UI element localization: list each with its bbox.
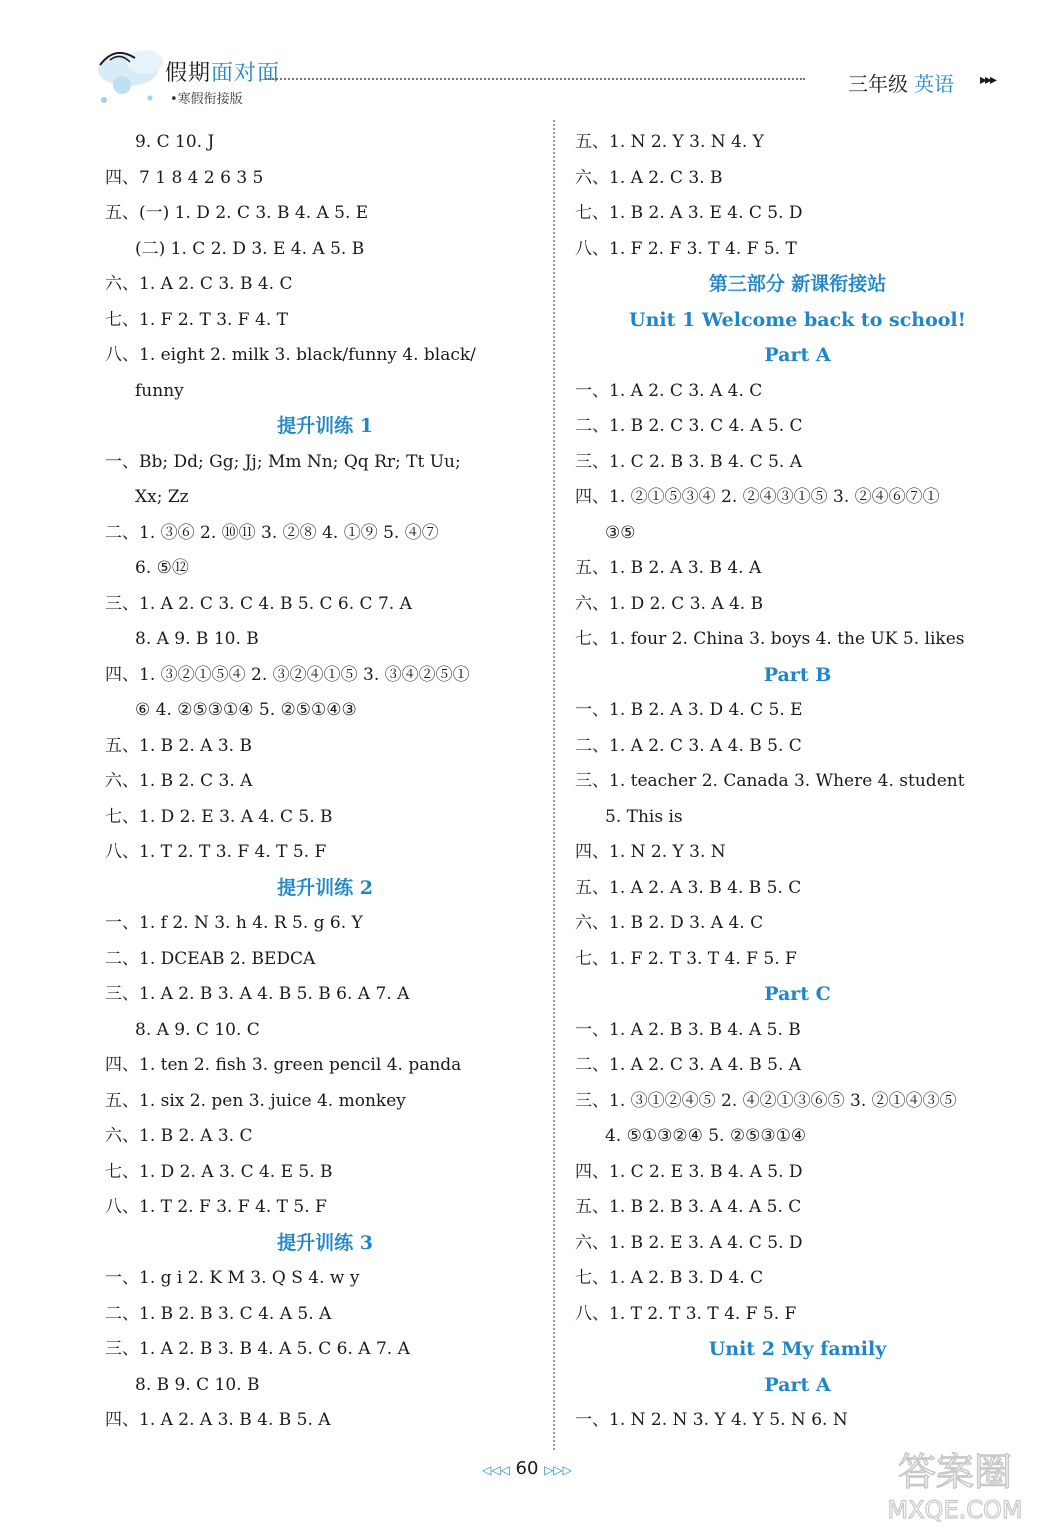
answer-line: 三、1. A 2. C 3. C 4. B 5. C 6. C 7. A <box>105 593 412 614</box>
answer-line: 四、1. ②①⑤③④ 2. ②④③①⑤ 3. ②④⑥⑦① <box>575 487 940 507</box>
left-column <box>105 125 545 1439</box>
answer-line: 五、(一) 1. D 2. C 3. B 4. A 5. E <box>105 203 369 223</box>
watermark <box>870 1440 1040 1530</box>
answer-line: 八、1. T 2. F 3. F 4. T 5. F <box>105 1197 327 1217</box>
answer-line: 一、1. A 2. B 3. B 4. A 5. B <box>575 1019 801 1040</box>
answer-line: 二、1. ③⑥ 2. ⑩⑪ 3. ②⑧ 4. ①⑨ 5. ④⑦ <box>105 522 439 543</box>
answer-line: 8. A 9. B 10. B <box>135 629 259 649</box>
answer-line: 六、1. A 2. C 3. B <box>575 167 723 188</box>
answer-line: 六、1. D 2. C 3. A 4. B <box>575 593 764 614</box>
answer-line: 五、1. B 2. A 3. B 4. A <box>575 558 762 578</box>
answer-line: 七、1. F 2. T 3. F 4. T <box>105 309 288 330</box>
answer-line: 七、1. B 2. A 3. E 4. C 5. D <box>575 203 803 223</box>
section-heading: Part A <box>764 1373 831 1396</box>
answer-line: 8. B 9. C 10. B <box>135 1374 260 1395</box>
answer-line: 八、1. T 2. T 3. T 4. F 5. F <box>575 1303 797 1324</box>
grade-label: 三年级 英语 <box>848 72 954 96</box>
section-heading: 提升训练 1 <box>277 415 373 437</box>
answer-line: 五、1. six 2. pen 3. juice 4. monkey <box>105 1090 406 1111</box>
answer-line: 四、1. A 2. A 3. B 4. B 5. A <box>105 1410 331 1430</box>
answer-line: 二、1. B 2. B 3. C 4. A 5. A <box>105 1303 332 1324</box>
answer-line: 七、1. F 2. T 3. T 4. F 5. F <box>575 948 797 969</box>
column-divider <box>553 120 555 1450</box>
answer-line: ③⑤ <box>605 522 636 543</box>
answer-line: 五、1. N 2. Y 3. N 4. Y <box>575 132 764 152</box>
answer-line: 一、1. g i 2. K M 3. Q S 4. w y <box>105 1268 360 1288</box>
answer-line: 二、1. DCEAB 2. BEDCA <box>105 948 316 969</box>
section-heading: Part B <box>763 663 832 686</box>
answer-line: 二、1. A 2. C 3. A 4. B 5. A <box>575 1055 802 1075</box>
subject-label: 英语 <box>914 72 954 96</box>
answer-line: 4. ⑤①③②④ 5. ②⑤③①④ <box>605 1126 807 1146</box>
answer-line: 五、1. B 2. B 3. A 4. A 5. C <box>575 1197 802 1217</box>
section-heading: Part A <box>764 344 831 366</box>
right-column <box>575 125 1020 1439</box>
answer-line: 9. C 10. J <box>135 132 215 152</box>
answer-line: funny <box>135 380 184 401</box>
ornament-icon: ◁◁◁ <box>482 1463 510 1477</box>
answer-line: 八、1. F 2. F 3. T 4. F 5. T <box>575 238 797 259</box>
answer-line: 六、1. B 2. D 3. A 4. C <box>575 913 764 933</box>
book-title: 假期面对面 <box>165 61 281 86</box>
answer-line: 五、1. A 2. A 3. B 4. B 5. C <box>575 877 802 898</box>
answer-line: 七、1. A 2. B 3. D 4. C <box>575 1268 764 1288</box>
page-number: 60 <box>515 1458 539 1479</box>
answer-line: 七、1. D 2. A 3. C 4. E 5. B <box>105 1161 333 1182</box>
book-subtitle: •寒假衔接版 <box>170 92 243 107</box>
answer-line: 六、1. B 2. C 3. A <box>105 771 253 791</box>
answer-line: 三、1. teacher 2. Canada 3. Where 4. student <box>575 771 965 791</box>
page-header <box>90 40 1020 120</box>
answer-line: ⑥ 4. ②⑤③①④ 5. ②⑤①④③ <box>135 700 357 720</box>
answer-line: 四、1. ten 2. fish 3. green pencil 4. panda <box>105 1055 462 1075</box>
section-heading: 提升训练 3 <box>277 1231 373 1254</box>
answer-line: 七、1. D 2. E 3. A 4. C 5. B <box>105 806 333 827</box>
answer-line: Xx; Zz <box>135 487 189 507</box>
answer-line: 5. This is <box>605 806 683 827</box>
answer-line: 七、1. four 2. China 3. boys 4. the UK 5. likes <box>575 629 965 649</box>
answer-line: 三、1. A 2. B 3. B 4. A 5. C 6. A 7. A <box>105 1339 410 1359</box>
answer-line: (二) 1. C 2. D 3. E 4. A 5. B <box>135 238 365 259</box>
answer-line: 八、1. eight 2. milk 3. black/funny 4. black/ <box>105 345 476 365</box>
answer-line: 四、7 1 8 4 2 6 3 5 <box>105 167 264 188</box>
answer-line: 8. A 9. C 10. C <box>135 1019 260 1040</box>
svg-text:MXQE.COM: MXQE.COM <box>887 1496 1023 1524</box>
ornament-icon: ▷▷▷ <box>544 1463 572 1477</box>
answer-line: 二、1. A 2. C 3. A 4. B 5. C <box>575 735 802 756</box>
section-heading: 提升训练 2 <box>277 876 373 899</box>
answer-line: 一、1. f 2. N 3. h 4. R 5. g 6. Y <box>105 913 363 933</box>
answer-line: 八、1. T 2. T 3. F 4. T 5. F <box>105 842 327 862</box>
answer-line: 二、1. B 2. C 3. C 4. A 5. C <box>575 416 803 436</box>
answer-line: 六、1. A 2. C 3. B 4. C <box>105 274 293 294</box>
answer-line: 一、1. A 2. C 3. A 4. C <box>575 380 763 401</box>
arrow-icon: ▸▸▸ <box>980 72 996 88</box>
section-heading: 第三部分 新课衔接站 <box>708 273 887 295</box>
answer-line: 六、1. B 2. E 3. A 4. C 5. D <box>575 1232 803 1253</box>
section-heading: Unit 1 Welcome back to school! <box>629 308 966 331</box>
answer-line: 一、Bb; Dd; Gg; Jj; Mm Nn; Qq Rr; Tt Uu; <box>105 451 461 472</box>
answer-line: 6. ⑤⑫ <box>135 558 189 578</box>
answer-line: 一、1. B 2. A 3. D 4. C 5. E <box>575 700 803 720</box>
answer-line: 五、1. B 2. A 3. B <box>105 735 252 756</box>
answer-line: 一、1. N 2. N 3. Y 4. Y 5. N 6. N <box>575 1410 848 1430</box>
svg-text:答案圈: 答案圈 <box>897 1450 1013 1494</box>
answer-line: 六、1. B 2. A 3. C <box>105 1126 253 1146</box>
answer-line: 四、1. C 2. E 3. B 4. A 5. D <box>575 1161 803 1182</box>
answer-line: 三、1. C 2. B 3. B 4. C 5. A <box>575 451 803 472</box>
header-divider <box>265 78 805 80</box>
answer-line: 三、1. A 2. B 3. A 4. B 5. B 6. A 7. A <box>105 984 410 1004</box>
section-heading: Unit 2 My family <box>708 1338 887 1360</box>
answer-line: 四、1. ③②①⑤④ 2. ③②④①⑤ 3. ③④②⑤① <box>105 664 470 685</box>
answer-line: 三、1. ③①②④⑤ 2. ④②①③⑥⑤ 3. ②①④③⑤ <box>575 1090 957 1111</box>
section-heading: Part C <box>764 983 831 1005</box>
answer-line: 四、1. N 2. Y 3. N <box>575 842 726 862</box>
